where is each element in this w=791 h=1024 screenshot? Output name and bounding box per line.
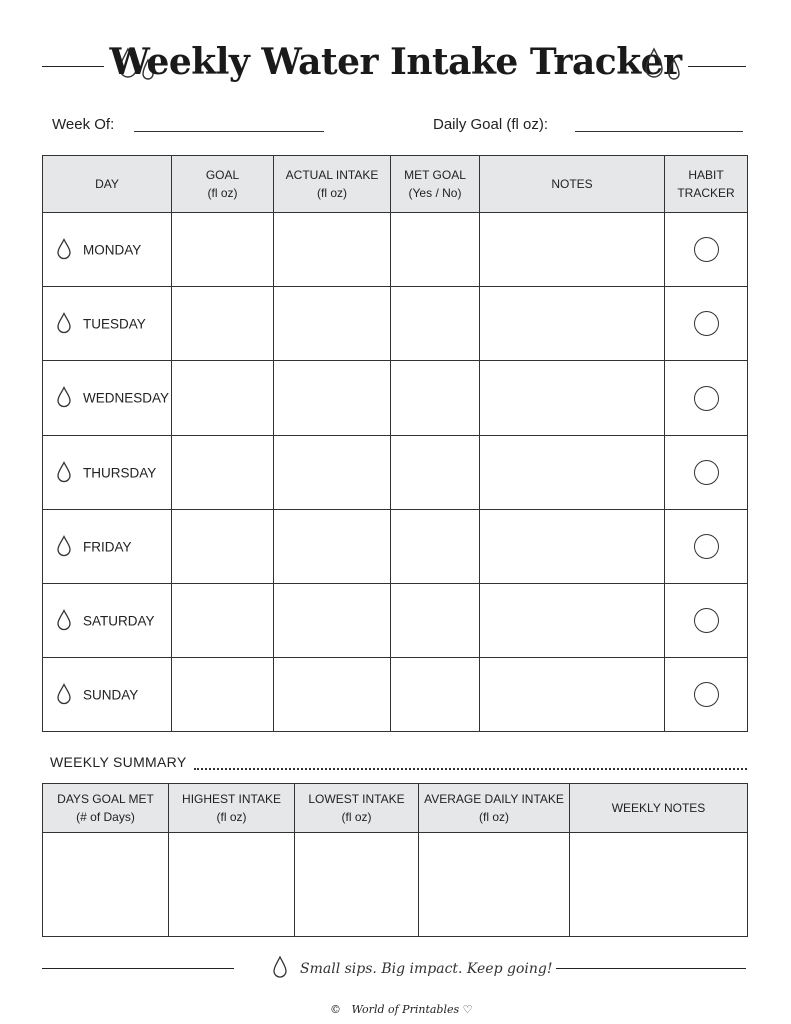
footer-tagline: Small sips. Big impact. Keep going! bbox=[300, 961, 553, 977]
day-row-tuesday bbox=[43, 287, 748, 361]
water-drop-icon bbox=[56, 311, 72, 336]
goal-cell[interactable] bbox=[172, 287, 274, 361]
day-label: SATURDAY bbox=[83, 613, 155, 628]
water-drop-icon bbox=[56, 534, 72, 559]
col-header-met-goal: MET GOAL (Yes / No) bbox=[391, 156, 480, 213]
col-header-goal: GOAL (fl oz) bbox=[172, 156, 274, 213]
notes-cell[interactable] bbox=[480, 287, 665, 361]
col-header-notes: NOTES bbox=[480, 156, 665, 213]
daily-goal-field[interactable] bbox=[575, 131, 743, 132]
heart-icon: ♡ bbox=[462, 1003, 473, 1016]
notes-cell[interactable] bbox=[480, 510, 665, 584]
col-header-day: DAY bbox=[43, 156, 172, 213]
met-goal-cell[interactable] bbox=[391, 361, 480, 436]
habit-tracker-cell bbox=[665, 584, 748, 658]
circle-checkbox-icon[interactable] bbox=[694, 386, 719, 411]
met-goal-cell[interactable] bbox=[391, 287, 480, 361]
water-drop-icon bbox=[56, 608, 72, 633]
col-header-weekly-notes: WEEKLY NOTES bbox=[570, 784, 748, 833]
actual-intake-cell[interactable] bbox=[274, 213, 391, 287]
goal-cell[interactable] bbox=[172, 213, 274, 287]
day-row-friday bbox=[43, 510, 748, 584]
actual-intake-cell[interactable] bbox=[274, 584, 391, 658]
water-drop-icon bbox=[271, 955, 289, 979]
goal-cell[interactable] bbox=[172, 658, 274, 732]
actual-intake-cell[interactable] bbox=[274, 287, 391, 361]
goal-cell[interactable] bbox=[172, 584, 274, 658]
habit-tracker-cell bbox=[665, 658, 748, 732]
week-of-label: Week Of: bbox=[52, 116, 115, 133]
met-goal-cell[interactable] bbox=[391, 436, 480, 510]
days-goal-met-cell[interactable] bbox=[43, 833, 169, 937]
lowest-intake-cell[interactable] bbox=[295, 833, 419, 937]
footer-rule-left bbox=[42, 968, 234, 969]
water-drops-icon bbox=[644, 46, 684, 84]
brand-name: World of Printables bbox=[351, 1003, 460, 1016]
brand-credit bbox=[330, 1003, 473, 1016]
water-drop-icon bbox=[56, 460, 72, 485]
notes-cell[interactable] bbox=[480, 361, 665, 436]
summary-table bbox=[42, 783, 748, 937]
circle-checkbox-icon[interactable] bbox=[694, 237, 719, 262]
habit-tracker-cell bbox=[665, 436, 748, 510]
day-label: THURSDAY bbox=[83, 465, 157, 480]
actual-intake-cell[interactable] bbox=[274, 361, 391, 436]
day-cell bbox=[43, 658, 172, 732]
day-row-monday bbox=[43, 213, 748, 287]
day-cell bbox=[43, 510, 172, 584]
day-cell bbox=[43, 436, 172, 510]
water-drop-icon bbox=[56, 237, 72, 262]
circle-checkbox-icon[interactable] bbox=[694, 460, 719, 485]
circle-checkbox-icon[interactable] bbox=[694, 311, 719, 336]
met-goal-cell[interactable] bbox=[391, 658, 480, 732]
notes-cell[interactable] bbox=[480, 584, 665, 658]
met-goal-cell[interactable] bbox=[391, 510, 480, 584]
col-header-average-daily-intake: AVERAGE DAILY INTAKE (fl oz) bbox=[419, 784, 570, 833]
goal-cell[interactable] bbox=[172, 436, 274, 510]
circle-checkbox-icon[interactable] bbox=[694, 682, 719, 707]
day-cell bbox=[43, 584, 172, 658]
tracker-header-row bbox=[43, 156, 748, 213]
week-of-field[interactable] bbox=[134, 131, 324, 132]
day-cell bbox=[43, 361, 172, 436]
day-label: MONDAY bbox=[83, 242, 142, 257]
goal-cell[interactable] bbox=[172, 510, 274, 584]
habit-tracker-cell bbox=[665, 213, 748, 287]
circle-checkbox-icon[interactable] bbox=[694, 608, 719, 633]
water-drop-icon bbox=[56, 386, 72, 411]
day-label: SUNDAY bbox=[83, 687, 139, 702]
col-header-habit-tracker: HABIT TRACKER bbox=[665, 156, 748, 213]
tracker-table bbox=[42, 155, 748, 732]
summary-entry-row bbox=[43, 833, 748, 937]
day-cell bbox=[43, 287, 172, 361]
summary-header-row bbox=[43, 784, 748, 833]
met-goal-cell[interactable] bbox=[391, 584, 480, 658]
weekly-summary-title: WEEKLY SUMMARY bbox=[50, 754, 187, 770]
day-row-sunday bbox=[43, 658, 748, 732]
footer-rule-right bbox=[556, 968, 746, 969]
page-title-text: Weekly Water Intake Tracker bbox=[109, 41, 682, 83]
notes-cell[interactable] bbox=[480, 213, 665, 287]
col-header-lowest-intake: LOWEST INTAKE (fl oz) bbox=[295, 784, 419, 833]
actual-intake-cell[interactable] bbox=[274, 510, 391, 584]
day-row-saturday bbox=[43, 584, 748, 658]
average-daily-intake-cell[interactable] bbox=[419, 833, 570, 937]
notes-cell[interactable] bbox=[480, 658, 665, 732]
actual-intake-cell[interactable] bbox=[274, 658, 391, 732]
habit-tracker-cell bbox=[665, 287, 748, 361]
water-drop-icon bbox=[56, 682, 72, 707]
weekly-summary-dotted-rule bbox=[194, 768, 747, 770]
col-header-highest-intake: HIGHEST INTAKE (fl oz) bbox=[169, 784, 295, 833]
col-header-days-goal-met: DAYS GOAL MET (# of Days) bbox=[43, 784, 169, 833]
day-label: TUESDAY bbox=[83, 316, 146, 331]
habit-tracker-cell bbox=[665, 510, 748, 584]
weekly-notes-cell[interactable] bbox=[570, 833, 748, 937]
day-row-thursday bbox=[43, 436, 748, 510]
habit-tracker-cell bbox=[665, 361, 748, 436]
met-goal-cell[interactable] bbox=[391, 213, 480, 287]
copyright-symbol: © bbox=[330, 1003, 341, 1016]
col-header-actual-intake: ACTUAL INTAKE (fl oz) bbox=[274, 156, 391, 213]
day-row-wednesday bbox=[43, 361, 748, 436]
actual-intake-cell[interactable] bbox=[274, 436, 391, 510]
circle-checkbox-icon[interactable] bbox=[694, 534, 719, 559]
notes-cell[interactable] bbox=[480, 436, 665, 510]
day-label: WEDNESDAY bbox=[83, 390, 170, 406]
goal-cell[interactable] bbox=[172, 361, 274, 436]
day-label: FRIDAY bbox=[83, 539, 132, 554]
highest-intake-cell[interactable] bbox=[169, 833, 295, 937]
day-cell bbox=[43, 213, 172, 287]
daily-goal-label: Daily Goal (fl oz): bbox=[433, 116, 549, 133]
